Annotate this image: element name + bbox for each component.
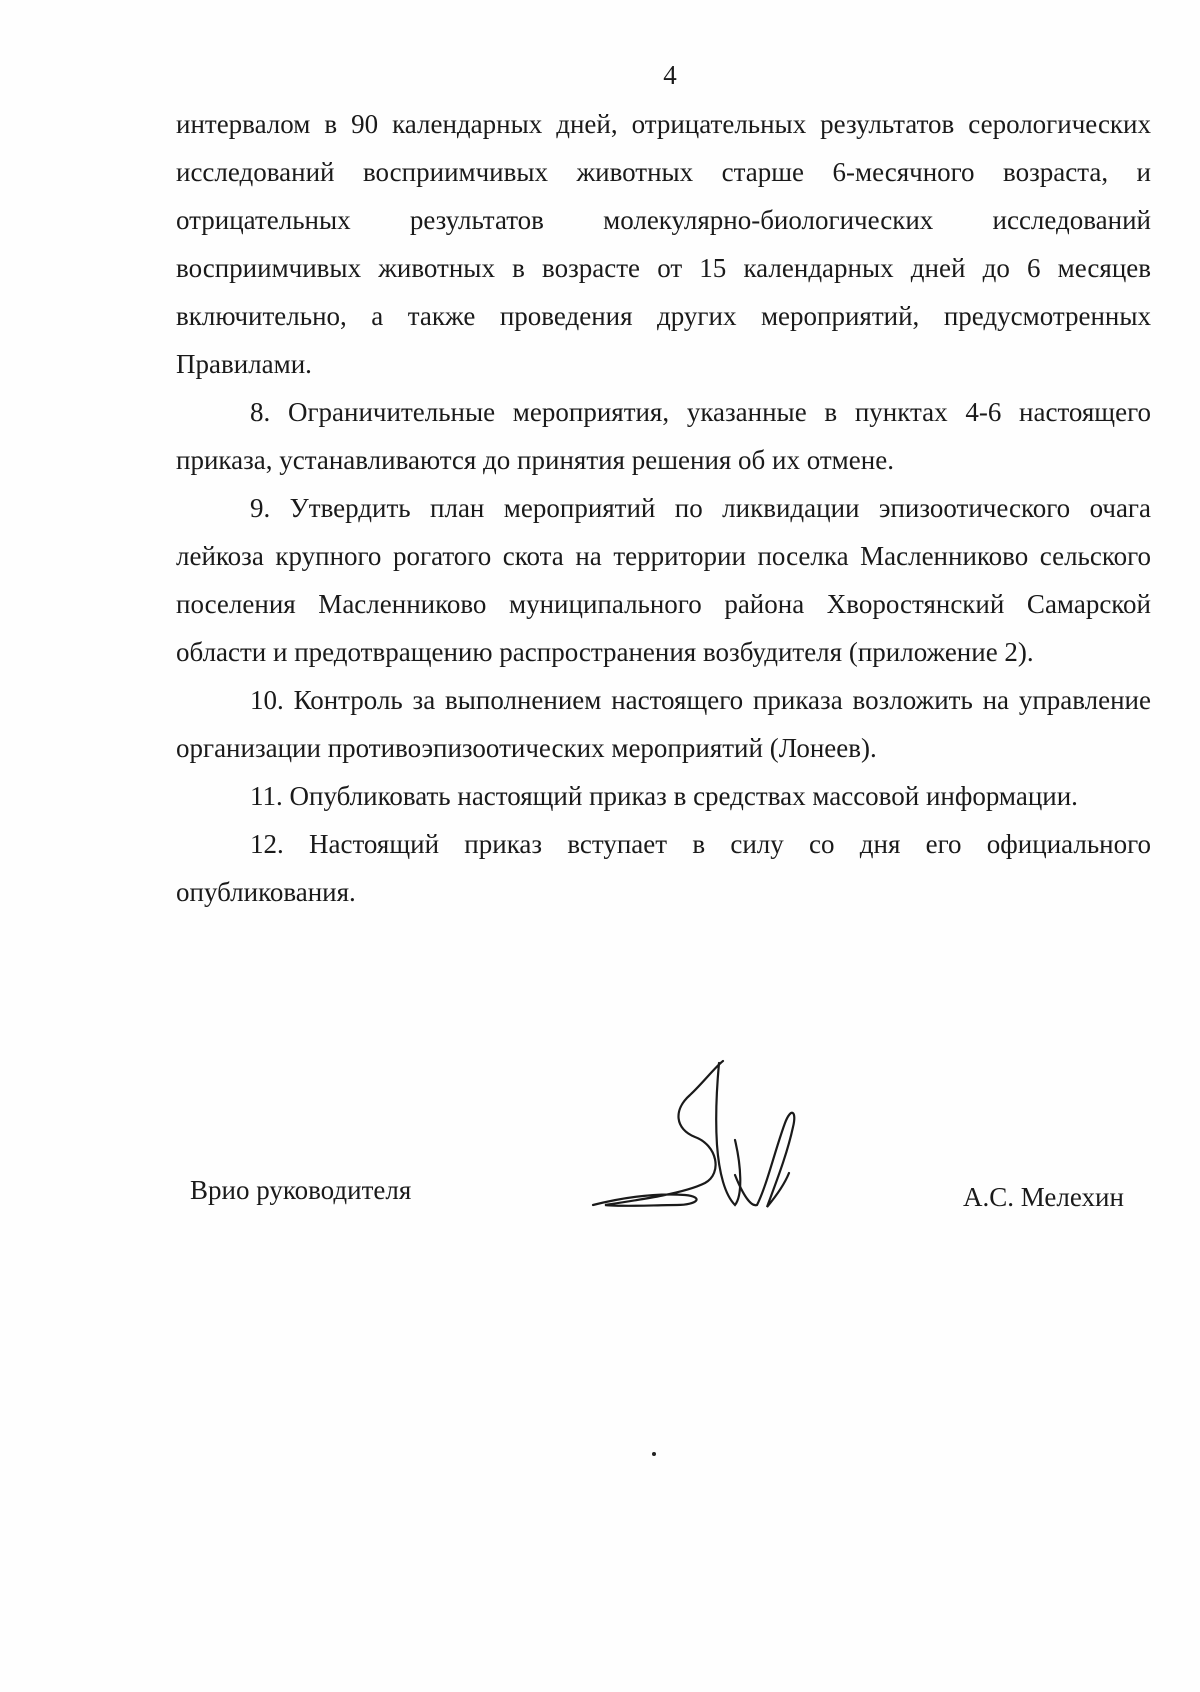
paragraph-item-9: 9. Утвердить план мероприятий по ликвидации эпизоотического очага лейкоза крупного рогатого скота на территории поселка Масленниково сельского поселения Масленниково муниципального района Хворостянский Самарской области и предотвращению распространения возбудителя (приложение 2). [176, 493, 1151, 667]
paragraph-item-12: 12. Настоящий приказ вступает в силу со дня его официального опубликования. [176, 829, 1151, 907]
paragraph-item-8: 8. Ограничительные мероприятия, указанные в пунктах 4-6 настоящего приказа, устанавливаются до принятия решения об их отмене. [176, 397, 1151, 475]
signatory-title: Врио руководителя [190, 1175, 412, 1205]
paragraph-item-11: 11. Опубликовать настоящий приказ в средствах массовой информации. [250, 781, 1078, 811]
scan-speck [652, 1452, 656, 1456]
signatory-name: А.С. Мелехин [963, 1182, 1124, 1212]
page-number: 4 [663, 60, 677, 90]
paragraph-item-10: 10. Контроль за выполнением настоящего приказа возложить на управление организации противоэпизоотических мероприятий (Лонеев). [176, 685, 1151, 763]
handwritten-signature [585, 1055, 825, 1235]
paragraph-continuation: интервалом в 90 календарных дней, отрицательных результатов серологических исследований восприимчивых животных старше 6-месячного возраста, и отрицательных результатов молекулярно-биологических исследований восприимчивых животных в возрасте от 15 календарных дней до 6 месяцев включительно, а также проведения других мероприятий, предусмотренных Правилами. [176, 109, 1151, 379]
